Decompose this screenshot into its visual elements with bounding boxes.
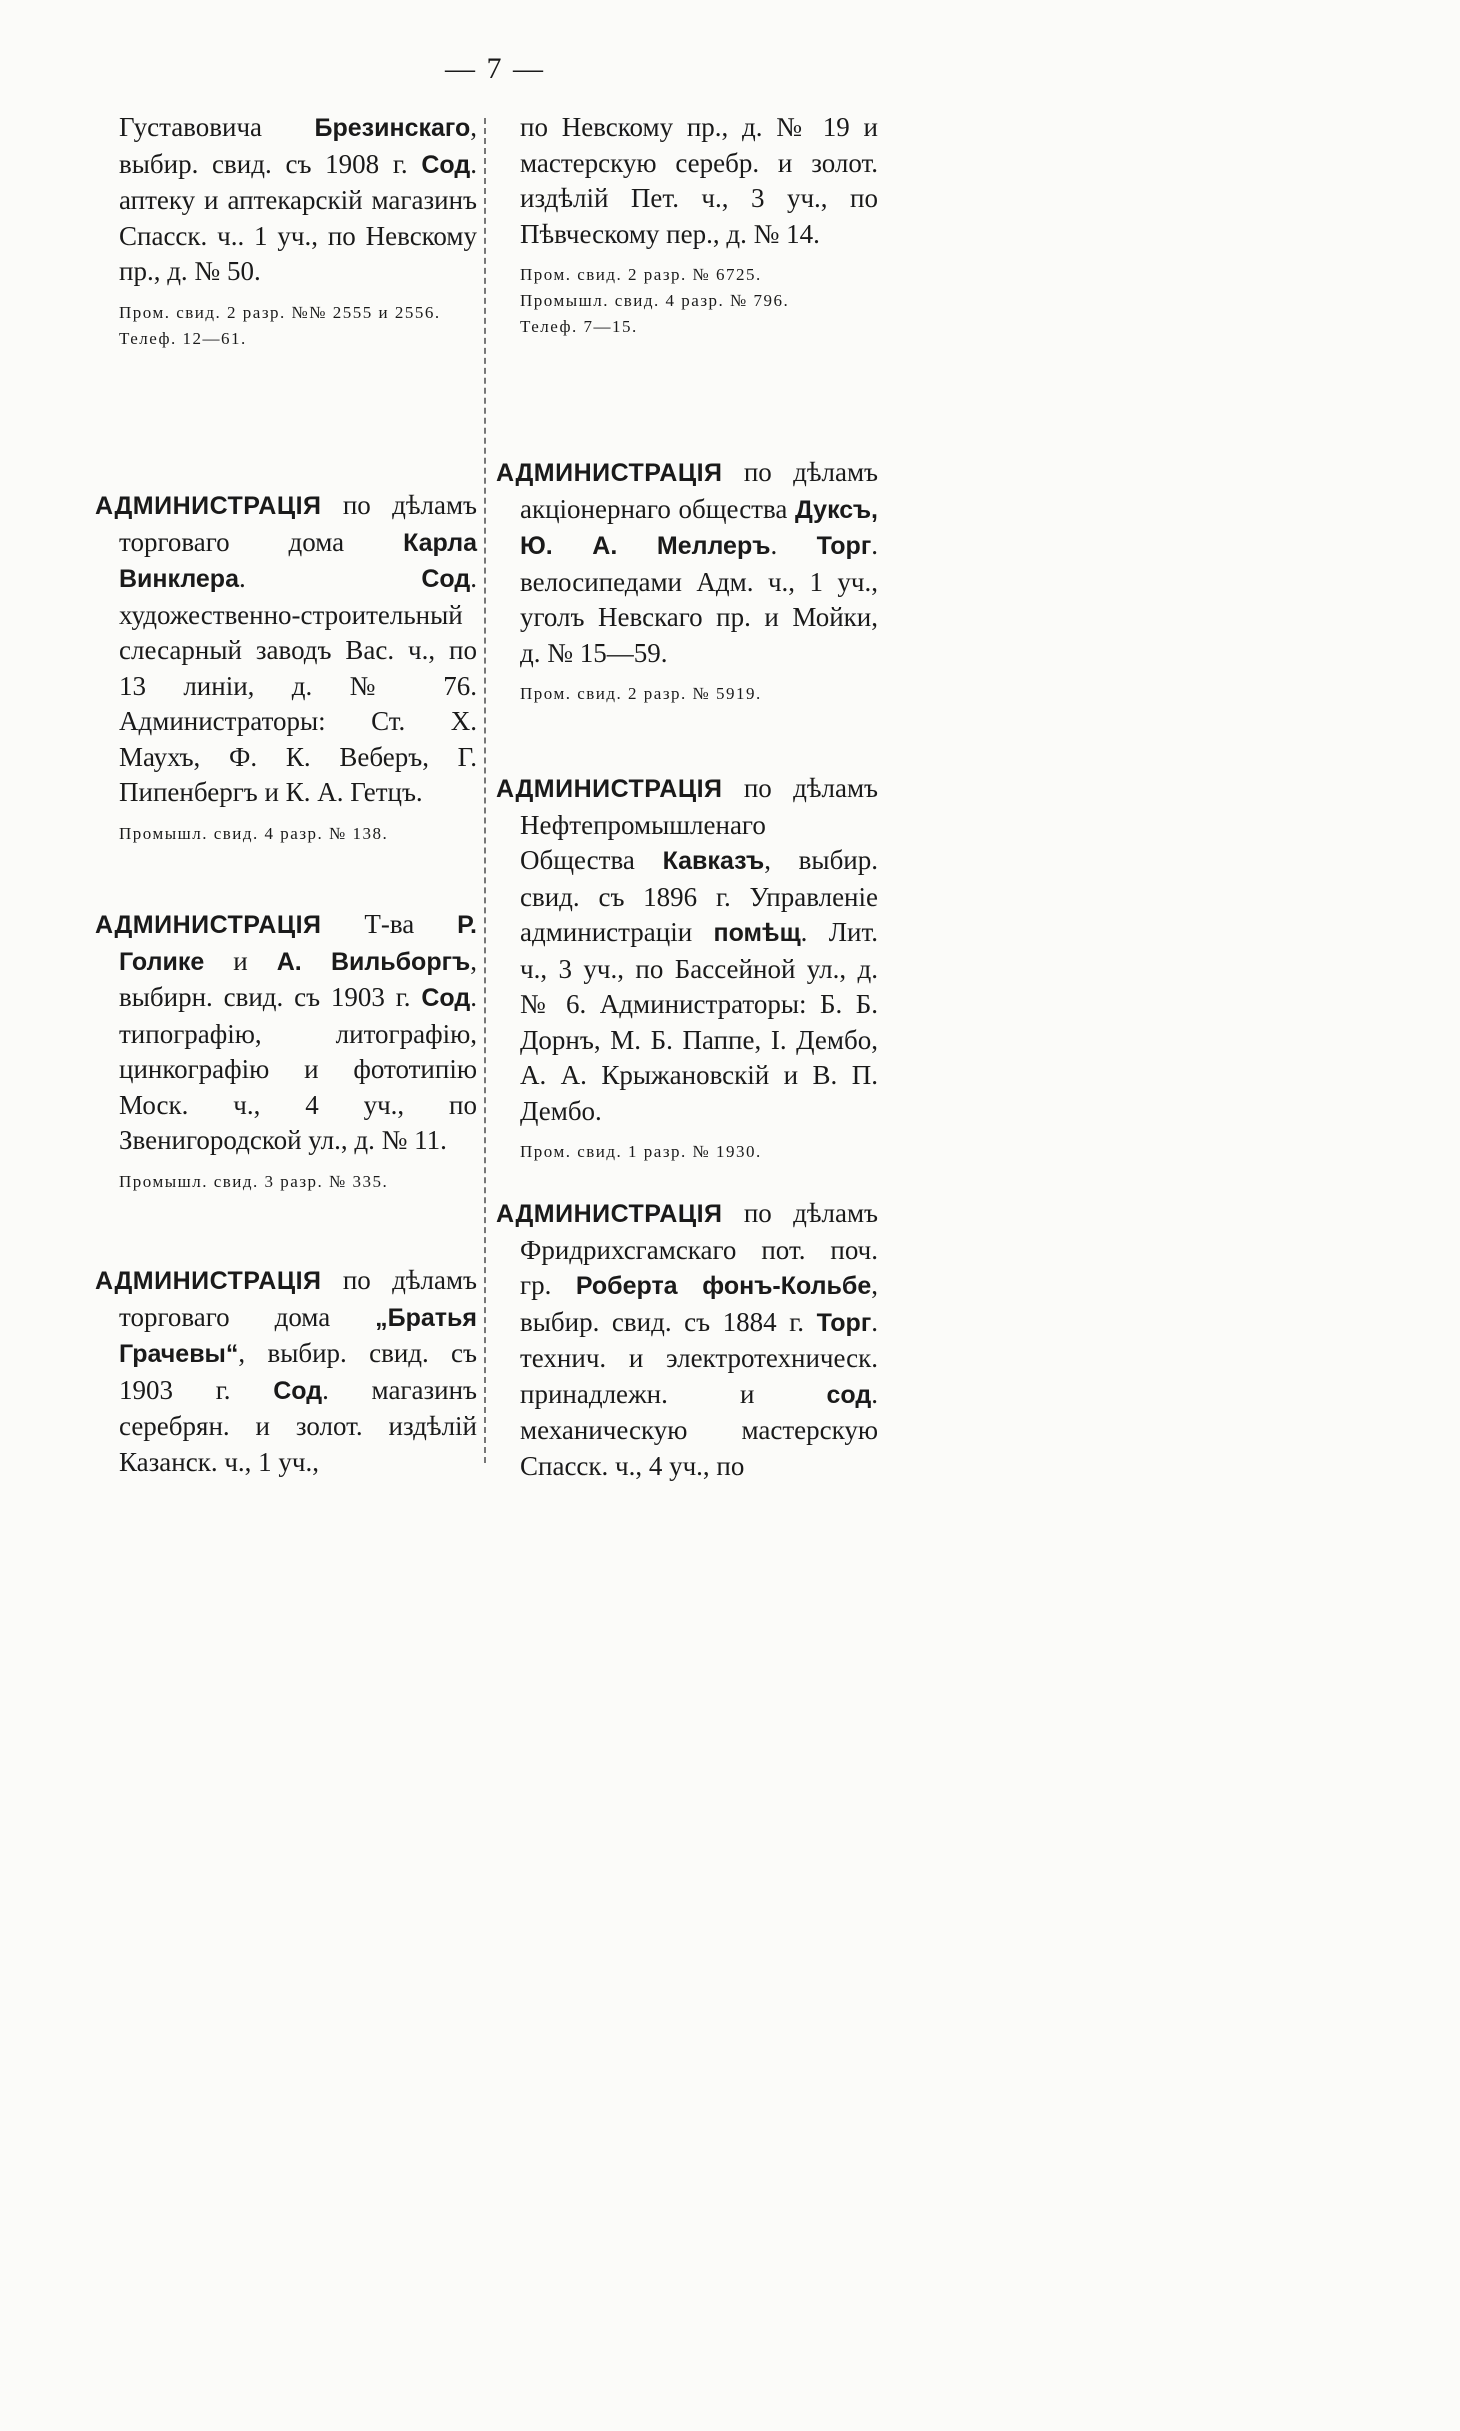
bold-name: Кавказъ	[662, 847, 765, 875]
entry-meta	[520, 1139, 878, 1165]
bold-name: А. Вильборгъ	[276, 947, 471, 976]
bold-keyword: помѣщ	[713, 919, 801, 947]
bold-name: „Братья Грачевы“	[119, 1303, 477, 1368]
text-span: . художественно-строительный слесарный заводъ Вас. ч., по 13 линіи, д. № 76. Администраторы: Ст. Х. Маухъ, Ф. К. Веберъ, Г. Пипенбергъ и К. А. Гетцъ.	[119, 563, 477, 807]
entry-text	[95, 907, 477, 1159]
bold-keyword: Сод	[273, 1376, 323, 1405]
entry-meta	[119, 1169, 477, 1195]
page-number: — 7 —	[445, 52, 545, 85]
license-line: Пром. свид. 1 разр. № 1930.	[520, 1142, 762, 1161]
entry-heading: АДМИНИСТРАЦІЯ	[95, 1267, 322, 1295]
bold-keyword: Торг	[816, 1308, 872, 1337]
text-span: .	[770, 530, 817, 560]
entry-grachevy	[95, 1263, 477, 1480]
license-line: Промышл. свид. 3 разр. № 335.	[119, 1171, 389, 1191]
text-span: Густавовича	[119, 112, 315, 142]
text-span: по дѣламъ акціонернаго общества	[520, 457, 878, 524]
text-span: по дѣламъ Нефтепромышленаго Общества	[520, 773, 878, 875]
entry-kolbe	[496, 1196, 878, 1484]
text-span: . механическую мастерскую Спасск. ч., 4 уч., по	[520, 1378, 878, 1481]
entry-meta	[520, 681, 878, 707]
entry-text: по Невскому пр., д. № 19 и мастерскую серебр. и золот. издѣлій Пет. ч., 3 уч., по Пѣвческому пер., д. № 14.	[520, 112, 878, 249]
bold-keyword: Сод	[421, 150, 471, 179]
phone-line: Телеф. 12—61.	[119, 328, 247, 348]
bold-keyword: Сод	[421, 565, 471, 593]
text-span: . Лит. ч., 3 уч., по Бассейной ул., д. № 6. Администраторы: Б. Б. Дорнъ, М. Б. Паппе, І. Дембо, А. А. Крыжановскій и В. П. Дембо.	[520, 917, 879, 1126]
entry-meta	[119, 300, 477, 352]
license-line: Пром. свид. 2 разр. №№ 2555 и 2556.	[119, 302, 441, 322]
text-span: . велосипедами Адм. ч., 1 уч., уголъ Невскаго пр. и Мойки, д. № 15—59.	[520, 530, 878, 668]
text-span: . технич. и электротехническ. принадлежн. и	[520, 1306, 878, 1409]
text-span: , выбир. свид. съ 1896 г. Управленіе администраціи	[520, 845, 879, 947]
bold-name: Брезинскаго	[314, 114, 471, 142]
entry-text	[95, 488, 477, 811]
entry-heading: АДМИНИСТРАЦІЯ	[496, 459, 723, 487]
entry-text	[95, 1263, 477, 1480]
entry-grachevy-continued	[496, 110, 878, 340]
bold-name: Карла Винклера	[119, 528, 477, 593]
entry-meta	[119, 821, 477, 847]
entry-text	[95, 110, 477, 290]
text-span: Т-ва	[321, 909, 458, 939]
entry-brezinsky	[95, 110, 477, 352]
entry-kavkaz	[496, 771, 878, 1165]
text-span: по дѣламъ торговаго дома	[119, 490, 477, 557]
text-span: , выбир. свид. съ 1884 г.	[520, 1270, 878, 1337]
column-divider	[484, 118, 486, 1463]
phone-line: Телеф. 7—15.	[520, 317, 638, 336]
text-span: по дѣламъ Фридрихсгамскаго пот. поч. гр.	[520, 1198, 878, 1300]
text-span: .	[238, 563, 422, 593]
text-span: , выбирн. свид. съ 1903 г.	[119, 945, 477, 1012]
license-line: Промышл. свид. 4 разр. № 796.	[520, 291, 790, 310]
bold-keyword: Сод	[421, 984, 471, 1012]
entry-duks	[496, 455, 878, 707]
bold-name: Роберта фонъ-Кольбе	[575, 1272, 872, 1300]
text-span: . аптеку и аптекарскій магазинъ Спасск. ч.. 1 уч., по Невскому пр., д. № 50.	[119, 148, 477, 286]
entry-text	[496, 1196, 878, 1484]
bold-keyword: сод	[826, 1380, 872, 1409]
text-span: . магазинъ серебрян. и золот. издѣлій Казанск. ч., 1 уч.,	[119, 1374, 478, 1477]
entry-text	[496, 455, 878, 671]
license-line: Пром. свид. 2 разр. № 6725.	[520, 265, 762, 284]
text-span: , выбир. свид. съ 1908 г.	[119, 112, 477, 179]
text-span: и	[204, 945, 277, 976]
entry-golike	[95, 907, 477, 1195]
text-span: по дѣламъ торговаго дома	[119, 1265, 477, 1332]
entry-text	[496, 771, 878, 1129]
bold-name: Р. Голике	[119, 911, 477, 976]
entry-heading: АДМИНИСТРАЦІЯ	[95, 911, 322, 939]
entry-heading: АДМИНИСТРАЦІЯ	[95, 492, 322, 520]
bold-name: Дуксъ, Ю. А. Меллеръ	[520, 495, 878, 560]
license-line: Пром. свид. 2 разр. № 5919.	[520, 684, 762, 703]
text-span: . типографію, литографію, цинкографію и фототипію Моск. ч., 4 уч., по Звенигородской ул., д. № 11.	[119, 982, 477, 1155]
entry-heading: АДМИНИСТРАЦІЯ	[496, 775, 723, 803]
license-line: Промышл. свид. 4 разр. № 138.	[119, 823, 389, 843]
entry-heading: АДМИНИСТРАЦІЯ	[496, 1200, 723, 1228]
bold-keyword: Торг	[816, 532, 872, 560]
text-span: , выбир. свид. съ 1903 г.	[119, 1338, 477, 1405]
entry-winkler	[95, 488, 477, 847]
entry-meta	[520, 262, 878, 340]
